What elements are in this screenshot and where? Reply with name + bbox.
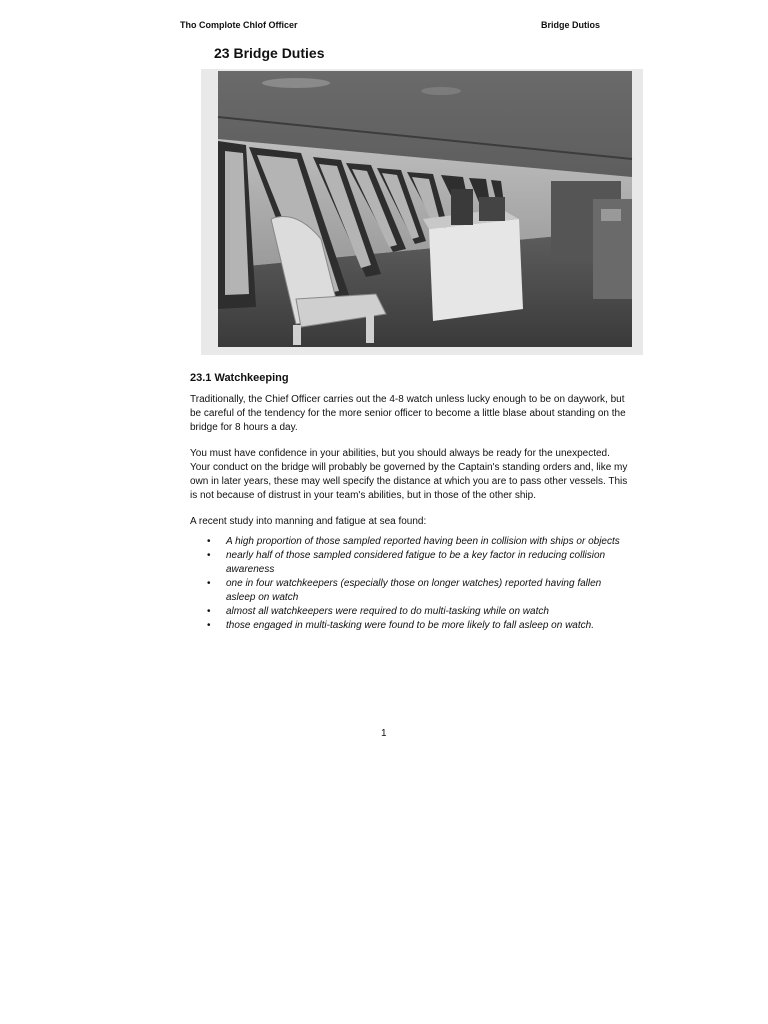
list-item bbox=[190, 619, 630, 633]
chapter-title: 23 Bridge Duties bbox=[214, 45, 325, 61]
list-item bbox=[190, 577, 630, 605]
bullet-icon: • bbox=[207, 550, 211, 561]
list-item-text: nearly half of those sampled considered fatigue to be a key factor in reducing collision awareness bbox=[226, 550, 606, 575]
paragraph-3: A recent study into manning and fatigue at sea found: bbox=[190, 516, 427, 527]
list-item bbox=[190, 535, 630, 549]
list-item-text: one in four watchkeepers (especially those on longer watches) reported having fallen asleep on watch bbox=[226, 578, 602, 603]
list-item bbox=[190, 605, 630, 619]
findings-list bbox=[190, 535, 630, 633]
running-header-right: Bridge Dutios bbox=[541, 20, 601, 30]
page-number: 1 bbox=[381, 728, 387, 739]
bridge-photo bbox=[201, 69, 643, 355]
bullet-icon: • bbox=[207, 536, 211, 547]
list-item bbox=[190, 549, 630, 577]
list-item-text: almost all watchkeepers were required to do multi-tasking while on watch bbox=[226, 606, 549, 617]
bullet-icon: • bbox=[207, 578, 211, 589]
section-heading: 23.1 Watchkeeping bbox=[190, 372, 289, 384]
running-header-left: Tho Complote Chlof Officer bbox=[180, 20, 298, 30]
paragraph-1: Traditionally, the Chief Officer carries out the 4-8 watch unless lucky enough to be on daywork, but be careful of the tendency for the more senior officer to become a little blase about standing on the bridge for 8 hours a day. bbox=[190, 394, 626, 433]
list-item-text: A high proportion of those sampled reported having been in collision with ships or objects bbox=[226, 536, 620, 547]
paragraph-2: You must have confidence in your abilities, but you should always be ready for the unexpected. Your conduct on the bridge will probably be governed by the Captain's standing orders and, like my own in later years, these may well specify the distance at which you are to pass other vessels. This is not because of distrust in your team's abilities, but in those of the other ship. bbox=[190, 448, 628, 501]
list-item-text: those engaged in multi-tasking were found to be more likely to fall asleep on watch. bbox=[226, 620, 594, 631]
bullet-icon: • bbox=[207, 620, 211, 631]
bullet-icon: • bbox=[207, 606, 211, 617]
